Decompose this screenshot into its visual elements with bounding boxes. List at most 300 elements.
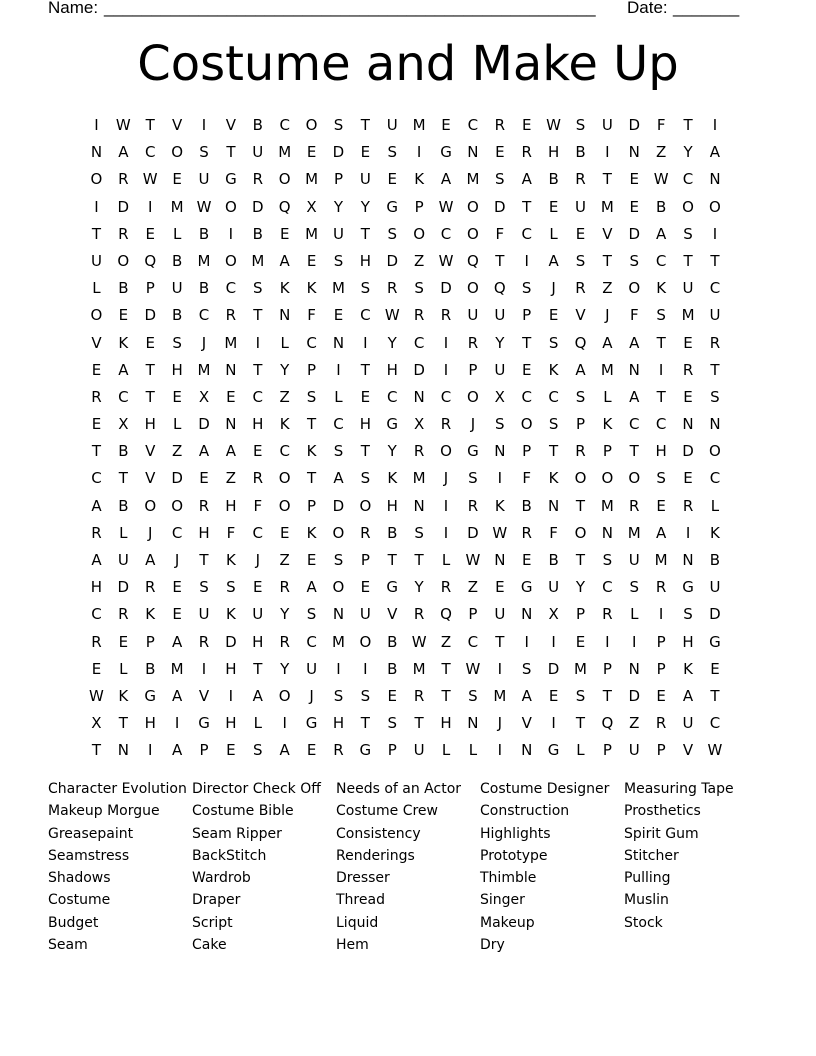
grid-letter[interactable]: I [632,632,637,651]
grid-letter[interactable]: M [197,251,211,270]
grid-letter[interactable]: P [575,605,585,624]
grid-letter[interactable]: I [94,116,99,134]
grid-letter[interactable]: H [655,442,667,461]
grid-letter[interactable]: T [575,714,586,733]
grid-letter[interactable]: R [602,605,613,624]
grid-letter[interactable]: C [602,578,613,597]
grid-letter[interactable]: I [605,143,610,162]
grid-letter[interactable]: N [709,415,721,434]
grid-letter[interactable]: E [683,333,693,352]
grid-letter[interactable]: D [117,197,130,216]
grid-letter[interactable]: R [467,333,479,352]
grid-letter[interactable]: K [306,442,317,461]
grid-letter[interactable]: T [360,714,370,733]
grid-letter[interactable]: V [171,116,183,134]
grid-letter[interactable]: A [171,741,183,760]
grid-letter[interactable]: U [601,116,613,134]
grid-letter[interactable]: R [521,523,532,542]
grid-letter[interactable]: D [198,415,210,434]
grid-letter[interactable]: D [386,251,399,270]
grid-letter[interactable]: A [440,170,452,189]
grid-letter[interactable]: T [414,714,424,733]
grid-letter[interactable]: M [224,333,238,352]
grid-letter[interactable]: G [520,578,533,597]
grid-letter[interactable]: O [278,469,291,488]
grid-letter[interactable]: E [656,686,666,705]
grid-letter[interactable]: K [494,496,505,515]
grid-letter[interactable]: R [225,306,237,325]
grid-letter[interactable]: N [494,551,506,569]
grid-letter[interactable]: F [629,306,639,325]
grid-letter[interactable]: T [253,360,263,379]
grid-letter[interactable]: N [601,523,613,542]
grid-letter[interactable]: S [602,551,613,569]
grid-letter[interactable]: B [548,551,559,569]
grid-letter[interactable]: I [443,360,449,379]
grid-letter[interactable]: C [548,387,559,406]
grid-letter[interactable]: H [144,415,156,434]
grid-letter[interactable]: T [253,306,263,325]
grid-letter[interactable]: U [359,605,371,624]
grid-letter[interactable]: E [91,360,102,379]
grid-letter[interactable]: C [521,224,532,243]
grid-letter[interactable]: E [91,415,102,434]
grid-letter[interactable]: H [225,496,237,515]
grid-letter[interactable]: W [546,116,561,134]
grid-letter[interactable]: U [359,170,371,189]
grid-letter[interactable]: I [336,659,341,678]
grid-letter[interactable]: T [549,442,559,461]
grid-letter[interactable]: S [495,415,505,434]
grid-letter[interactable]: I [497,469,503,488]
grid-letter[interactable]: P [602,659,612,678]
grid-letter[interactable]: X [548,605,559,624]
grid-letter[interactable]: J [497,714,503,733]
grid-letter[interactable]: T [710,360,720,379]
grid-letter[interactable]: K [306,279,317,298]
grid-letter[interactable]: R [467,496,479,515]
grid-letter[interactable]: I [712,224,718,243]
grid-letter[interactable]: H [225,714,237,733]
grid-letter[interactable]: X [118,415,129,434]
grid-letter[interactable]: N [521,741,533,760]
grid-letter[interactable]: R [198,632,210,651]
grid-letter[interactable]: T [495,251,505,270]
grid-letter[interactable]: S [575,686,586,705]
grid-letter[interactable]: L [119,523,128,542]
grid-letter[interactable]: N [628,659,640,678]
grid-letter[interactable]: E [172,170,182,189]
grid-letter[interactable]: S [575,251,586,270]
grid-letter[interactable]: S [521,659,532,678]
grid-letter[interactable]: I [524,632,529,651]
grid-letter[interactable]: C [521,387,532,406]
grid-letter[interactable]: C [709,469,721,488]
grid-letter[interactable]: M [305,224,319,243]
grid-letter[interactable]: R [575,442,586,461]
grid-letter[interactable]: Z [225,469,237,488]
grid-letter[interactable]: H [144,714,156,733]
grid-letter[interactable]: I [363,659,368,678]
grid-letter[interactable]: L [576,741,585,760]
grid-letter[interactable]: S [360,469,371,488]
grid-letter[interactable]: P [656,659,666,678]
grid-letter[interactable]: O [144,496,157,515]
grid-letter[interactable]: L [119,659,128,678]
grid-letter[interactable]: T [145,360,155,379]
grid-letter[interactable]: R [440,578,452,597]
grid-letter[interactable]: G [386,415,399,434]
grid-letter[interactable]: S [521,279,532,298]
grid-letter[interactable]: C [118,387,129,406]
grid-letter[interactable]: R [413,306,425,325]
grid-letter[interactable]: S [548,415,559,434]
grid-letter[interactable]: I [336,360,341,379]
grid-letter[interactable]: M [654,551,668,569]
grid-letter[interactable]: E [629,197,639,216]
grid-letter[interactable]: G [225,170,237,189]
grid-letter[interactable]: S [172,333,182,352]
grid-letter[interactable]: U [467,306,479,325]
grid-letter[interactable]: E [118,632,129,651]
grid-letter[interactable]: A [682,686,694,705]
grid-letter[interactable]: I [551,632,556,651]
grid-letter[interactable]: N [467,714,479,733]
grid-letter[interactable]: H [682,632,694,651]
grid-letter[interactable]: O [171,496,184,515]
grid-letter[interactable]: Y [683,143,693,162]
grid-letter[interactable]: O [305,116,318,134]
grid-letter[interactable]: V [387,605,398,624]
grid-letter[interactable]: J [174,551,180,569]
grid-letter[interactable]: U [628,741,640,760]
grid-letter[interactable]: V [91,333,102,352]
grid-letter[interactable]: S [656,306,666,325]
grid-letter[interactable]: B [198,279,210,298]
grid-letter[interactable]: S [710,387,720,406]
grid-letter[interactable]: A [91,496,102,515]
grid-letter[interactable]: E [279,523,290,542]
grid-letter[interactable]: I [174,714,180,733]
grid-letter[interactable]: A [575,360,586,379]
grid-letter[interactable]: W [438,197,454,216]
grid-letter[interactable]: U [548,578,560,597]
grid-letter[interactable]: O [574,469,587,488]
grid-letter[interactable]: B [252,224,263,243]
grid-letter[interactable]: A [521,686,532,705]
grid-letter[interactable]: S [360,279,371,298]
grid-letter[interactable]: V [682,741,694,760]
grid-letter[interactable]: H [252,632,264,651]
grid-letter[interactable]: O [709,442,721,461]
grid-letter[interactable]: M [412,659,426,678]
grid-letter[interactable]: R [387,279,398,298]
grid-letter[interactable]: E [279,224,290,243]
grid-letter[interactable]: C [413,333,425,352]
grid-letter[interactable]: C [91,605,102,624]
grid-letter[interactable]: G [386,197,399,216]
grid-letter[interactable]: C [360,306,371,325]
grid-letter[interactable]: H [440,714,452,733]
grid-letter[interactable]: H [332,714,345,733]
grid-letter[interactable]: L [280,333,289,352]
grid-letter[interactable]: D [252,197,264,216]
grid-letter[interactable]: U [682,714,694,733]
grid-letter[interactable]: R [91,523,102,542]
grid-letter[interactable]: H [547,143,560,162]
grid-letter[interactable]: C [252,387,264,406]
grid-letter[interactable]: E [226,741,236,760]
grid-letter[interactable]: D [628,686,641,705]
grid-letter[interactable]: S [495,170,505,189]
grid-letter[interactable]: W [89,686,104,705]
grid-letter[interactable]: T [360,442,370,461]
grid-letter[interactable]: U [332,224,344,243]
grid-letter[interactable]: E [172,605,182,624]
grid-letter[interactable]: U [709,306,721,325]
grid-letter[interactable]: E [360,143,371,162]
grid-letter[interactable]: O [278,170,291,189]
grid-letter[interactable]: O [601,469,614,488]
grid-letter[interactable]: C [279,116,290,134]
grid-letter[interactable]: N [413,496,425,515]
grid-letter[interactable]: T [602,170,612,189]
grid-letter[interactable]: V [521,714,532,733]
grid-letter[interactable]: T [360,360,370,379]
grid-letter[interactable]: G [440,143,452,162]
grid-letter[interactable]: R [91,632,102,651]
grid-letter[interactable]: O [574,523,587,542]
grid-letter[interactable]: N [225,415,237,434]
grid-letter[interactable]: L [603,387,612,406]
grid-letter[interactable]: N [90,143,103,162]
grid-letter[interactable]: E [360,387,371,406]
grid-letter[interactable]: E [333,306,344,325]
grid-letter[interactable]: O [467,279,479,298]
grid-letter[interactable]: Y [280,605,290,624]
grid-letter[interactable]: S [683,605,693,624]
grid-letter[interactable]: B [145,659,156,678]
grid-letter[interactable]: O [117,251,130,270]
grid-letter[interactable]: T [91,741,102,760]
grid-letter[interactable]: S [333,251,344,270]
grid-letter[interactable]: U [574,197,586,216]
grid-letter[interactable]: C [171,523,183,542]
grid-letter[interactable]: S [575,387,586,406]
grid-letter[interactable]: M [466,170,480,189]
grid-letter[interactable]: R [279,578,290,597]
grid-letter[interactable]: L [334,387,343,406]
grid-letter[interactable]: I [282,714,287,733]
grid-letter[interactable]: K [602,415,613,434]
grid-letter[interactable]: E [172,387,182,406]
grid-letter[interactable]: N [225,360,237,379]
grid-letter[interactable]: A [333,469,344,488]
grid-letter[interactable]: D [467,523,479,542]
grid-letter[interactable]: E [145,224,155,243]
grid-letter[interactable]: N [467,143,479,162]
grid-letter[interactable]: T [683,116,693,134]
grid-letter[interactable]: G [359,741,372,760]
grid-letter[interactable]: S [199,143,209,162]
grid-letter[interactable]: V [575,306,586,325]
grid-letter[interactable]: L [92,279,101,298]
grid-letter[interactable]: I [524,251,529,270]
grid-letter[interactable]: W [465,551,481,569]
grid-letter[interactable]: E [387,686,397,705]
grid-letter[interactable]: R [575,279,586,298]
grid-letter[interactable]: A [656,224,667,243]
grid-letter[interactable]: I [712,116,718,134]
grid-letter[interactable]: R [629,496,640,515]
grid-letter[interactable]: I [443,523,449,542]
grid-letter[interactable]: O [440,442,452,461]
grid-letter[interactable]: T [522,197,532,216]
grid-letter[interactable]: S [333,686,344,705]
grid-letter[interactable]: R [118,170,129,189]
grid-letter[interactable]: O [628,279,641,298]
grid-letter[interactable]: C [655,415,667,434]
grid-letter[interactable]: G [386,578,399,597]
grid-letter[interactable]: U [494,605,506,624]
grid-letter[interactable]: Y [575,578,586,597]
grid-letter[interactable]: W [142,170,158,189]
grid-letter[interactable]: D [709,605,721,624]
grid-letter[interactable]: S [656,469,666,488]
grid-letter[interactable]: S [629,251,640,270]
grid-letter[interactable]: I [658,360,664,379]
grid-letter[interactable]: T [387,551,397,569]
grid-letter[interactable]: O [90,170,103,189]
grid-letter[interactable]: E [683,469,693,488]
grid-letter[interactable]: Q [574,333,587,352]
grid-letter[interactable]: R [440,415,452,434]
grid-letter[interactable]: R [279,632,290,651]
grid-letter[interactable]: I [228,686,234,705]
grid-letter[interactable]: Z [279,387,290,406]
grid-letter[interactable]: O [467,224,479,243]
grid-letter[interactable]: N [547,496,560,515]
grid-letter[interactable]: T [602,686,612,705]
grid-letter[interactable]: D [144,306,156,325]
grid-letter[interactable]: E [548,306,559,325]
grid-letter[interactable]: E [306,143,317,162]
grid-letter[interactable]: C [306,632,317,651]
grid-letter[interactable]: T [199,551,209,569]
grid-letter[interactable]: T [91,442,102,461]
grid-letter[interactable]: D [413,360,425,379]
grid-letter[interactable]: C [467,632,479,651]
grid-letter[interactable]: U [117,551,129,569]
grid-letter[interactable]: T [360,224,370,243]
grid-letter[interactable]: K [387,469,398,488]
grid-letter[interactable]: A [279,251,290,270]
grid-letter[interactable]: I [255,333,260,352]
grid-letter[interactable]: I [658,605,664,624]
grid-letter[interactable]: O [332,523,345,542]
grid-letter[interactable]: K [306,523,317,542]
grid-letter[interactable]: F [656,116,666,134]
grid-letter[interactable]: W [492,523,508,542]
grid-letter[interactable]: Z [467,578,479,597]
grid-letter[interactable]: E [253,442,263,461]
grid-letter[interactable]: T [414,551,424,569]
grid-letter[interactable]: U [306,659,318,678]
grid-letter[interactable]: Z [413,251,425,270]
grid-letter[interactable]: E [118,306,129,325]
grid-letter[interactable]: L [549,224,558,243]
grid-letter[interactable]: I [497,659,503,678]
grid-letter[interactable]: G [547,741,560,760]
grid-letter[interactable]: D [494,197,506,216]
grid-letter[interactable]: S [414,279,424,298]
grid-letter[interactable]: C [709,279,721,298]
grid-letter[interactable]: E [441,116,451,134]
grid-letter[interactable]: W [465,659,481,678]
grid-letter[interactable]: E [360,578,371,597]
grid-letter[interactable]: P [575,415,585,434]
grid-letter[interactable]: E [656,496,666,515]
grid-letter[interactable]: C [655,251,667,270]
grid-letter[interactable]: O [467,387,479,406]
grid-letter[interactable]: S [548,333,559,352]
grid-letter[interactable]: P [307,496,317,515]
grid-letter[interactable]: M [600,197,614,216]
grid-letter[interactable]: T [683,251,693,270]
grid-letter[interactable]: O [224,251,237,270]
grid-letter[interactable]: B [387,632,398,651]
grid-letter[interactable]: K [279,279,290,298]
grid-letter[interactable]: E [683,387,693,406]
grid-letter[interactable]: P [656,632,666,651]
grid-letter[interactable]: B [171,251,183,270]
grid-letter[interactable]: R [91,387,102,406]
grid-letter[interactable]: S [306,605,317,624]
grid-letter[interactable]: D [628,224,641,243]
grid-letter[interactable]: M [412,469,426,488]
grid-letter[interactable]: O [709,197,721,216]
grid-letter[interactable]: L [630,605,639,624]
grid-letter[interactable]: M [412,116,426,134]
grid-letter[interactable]: B [198,224,210,243]
grid-letter[interactable]: M [600,496,614,515]
grid-letter[interactable]: P [414,197,424,216]
grid-letter[interactable]: U [386,116,398,134]
grid-letter[interactable]: A [118,143,129,162]
grid-letter[interactable]: L [172,224,182,243]
grid-letter[interactable]: T [575,551,586,569]
grid-letter[interactable]: X [306,197,317,216]
grid-letter[interactable]: N [709,170,721,189]
grid-letter[interactable]: R [655,714,667,733]
grid-letter[interactable]: Y [280,659,290,678]
grid-letter[interactable]: O [90,306,103,325]
grid-letter[interactable]: A [709,143,721,162]
grid-letter[interactable]: G [305,714,318,733]
grid-letter[interactable]: I [497,741,503,760]
grid-letter[interactable]: W [653,170,669,189]
grid-letter[interactable]: I [605,632,610,651]
grid-letter[interactable]: T [145,387,155,406]
grid-letter[interactable]: M [170,659,184,678]
grid-letter[interactable]: I [148,197,153,216]
grid-letter[interactable]: C [279,442,290,461]
grid-letter[interactable]: A [252,686,263,705]
grid-letter[interactable]: I [94,197,99,216]
grid-letter[interactable]: U [682,279,694,298]
grid-letter[interactable]: A [629,387,640,406]
grid-letter[interactable]: M [681,306,695,325]
